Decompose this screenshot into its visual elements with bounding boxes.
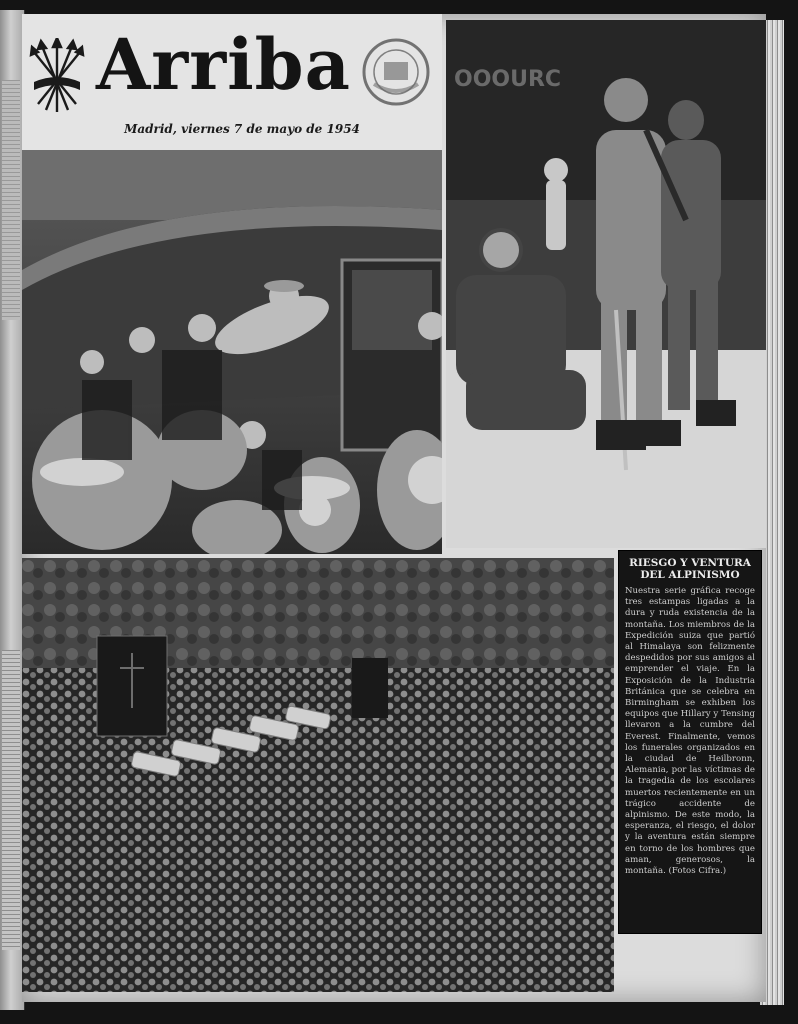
previous-page-text-strip	[2, 650, 20, 950]
article-box	[618, 550, 762, 934]
masthead	[22, 14, 442, 150]
library-stamp	[360, 36, 432, 108]
everest-equipment-image	[446, 20, 766, 548]
dateline: Madrid, viernes 7 de mayo de 1954	[124, 122, 360, 136]
exhibition-sign: OOOURC	[454, 67, 562, 92]
train-departure-image	[22, 150, 442, 554]
article-title: RIESGO Y VENTURA DEL ALPINISMO	[629, 557, 751, 581]
yoke-and-arrows-icon	[28, 38, 86, 116]
everest-equipment-photo	[446, 20, 766, 548]
newspaper-page	[22, 14, 766, 1002]
masthead-title: Arriba	[96, 23, 351, 106]
train-departure-photo	[22, 150, 442, 554]
funeral-crowd-image	[22, 558, 614, 992]
article-body: Nuestra serie gráfica recoge tres estampas ligadas a la dura y ruda existencia de la montaña. Los miembros de la Expedición suiza que partió al Himalaya son felizmente despedidos por sus amigos al emprender el viaje. En la Exposición de la Industria Británica que se celebra en Birmingham se exhiben los equipos que Hillary y Tensing llevaron a la cumbre del Everest. Finalmente, vemos los funerales organizados en la ciudad de Heilbronn, Alemania, por las víctimas de la tragedia de los escolares muertos recientemente en un trágico accidente de alpinismo. De este modo, la esperanza, el riesgo, el dolor y la aventura están siempre en torno de los hombres que aman, generosos, la montaña. (Fotos Cifra.)	[625, 586, 755, 877]
funeral-crowd-photo	[22, 558, 614, 992]
previous-page-text-strip	[2, 80, 20, 320]
